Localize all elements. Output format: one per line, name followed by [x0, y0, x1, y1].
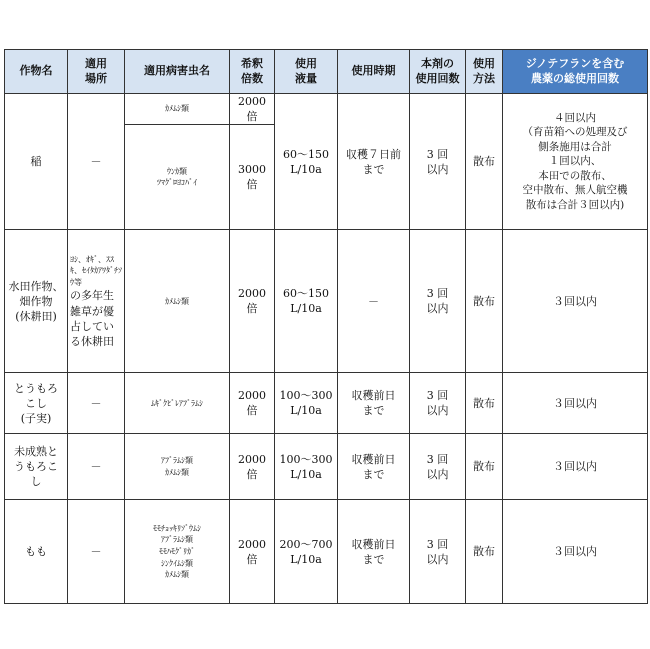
- crop-cell: 稲: [5, 94, 68, 230]
- dilution-cell: 2000 倍: [230, 500, 275, 604]
- total-cell: ３回以内: [503, 373, 648, 434]
- dilution-cell: 2000 倍: [230, 434, 275, 500]
- crop-cell: もも: [5, 500, 68, 604]
- dilution-cell: 3000 倍: [230, 125, 275, 230]
- site-cell: －: [68, 434, 125, 500]
- header-times: 本剤の 使用回数: [410, 50, 466, 94]
- method-cell: 散布: [466, 500, 503, 604]
- method-cell: 散布: [466, 434, 503, 500]
- timing-cell: 収穫７日前 まで: [338, 94, 410, 230]
- header-method: 使用 方法: [466, 50, 503, 94]
- pest-cell: ﾓﾓﾁｮｯｷﾘｿﾞｳﾑｼ ｱﾌﾞﾗﾑｼ類 ﾓﾓﾊﾓｸﾞﾘｶﾞ ｼﾝｸｲﾑｼ類 ｶﾒﾑｼ類: [125, 500, 230, 604]
- dilution-cell: 2000 倍: [230, 94, 275, 125]
- table-row: [5, 230, 648, 373]
- total-cell: ３回以内: [503, 500, 648, 604]
- times-cell: 3 回 以内: [410, 500, 466, 604]
- volume-cell: 100～300 L/10a: [275, 373, 338, 434]
- header-site: 適用 場所: [68, 50, 125, 94]
- site-cell: ﾖｼ、ｵｷﾞ、ｽｽｷ、ｾｲﾀｶｱﾜﾀﾞﾁｿｳ等 の多年生 雑草が優 占してい る休耕田: [68, 230, 125, 373]
- crop-cell: とうもろ こし (子実): [5, 373, 68, 434]
- header-row: [5, 50, 648, 94]
- volume-cell: 200～700 L/10a: [275, 500, 338, 604]
- crop-cell: 水田作物、 畑作物 (休耕田): [5, 230, 68, 373]
- header-pest: 適用病害虫名: [125, 50, 230, 94]
- dilution-cell: 2000 倍: [230, 230, 275, 373]
- header-dilution: 希釈 倍数: [230, 50, 275, 94]
- method-cell: 散布: [466, 94, 503, 230]
- timing-cell: －: [338, 230, 410, 373]
- total-cell: ４回以内 （育苗箱への処理及び 側条施用は合計 １回以内、 本田での散布、 空中散布、無人航空機 散布は合計３回以内): [503, 94, 648, 230]
- table-row: [5, 434, 648, 500]
- table-row: [5, 373, 648, 434]
- total-cell: ３回以内: [503, 230, 648, 373]
- site-cell: －: [68, 373, 125, 434]
- timing-cell: 収穫前日 まで: [338, 434, 410, 500]
- pest-cell: ｳﾝｶ類 ﾂﾏｸﾞﾛﾖｺﾊﾞｲ: [125, 125, 230, 230]
- times-cell: 3 回 以内: [410, 94, 466, 230]
- times-cell: 3 回 以内: [410, 434, 466, 500]
- times-cell: 3 回 以内: [410, 230, 466, 373]
- header-total: ジノテフランを含む 農薬の総使用回数: [503, 50, 648, 94]
- table-row: [5, 500, 648, 604]
- header-timing: 使用時期: [338, 50, 410, 94]
- times-cell: 3 回 以内: [410, 373, 466, 434]
- pest-cell: ﾑｷﾞｸﾋﾞﾚｱﾌﾞﾗﾑｼ: [125, 373, 230, 434]
- volume-cell: 100～300 L/10a: [275, 434, 338, 500]
- method-cell: 散布: [466, 230, 503, 373]
- total-cell: ３回以内: [503, 434, 648, 500]
- header-volume: 使用 液量: [275, 50, 338, 94]
- table-row: [5, 94, 648, 125]
- header-crop: 作物名: [5, 50, 68, 94]
- volume-cell: 60～150 L/10a: [275, 94, 338, 230]
- crop-cell: 未成熟と うもろこ し: [5, 434, 68, 500]
- dilution-cell: 2000 倍: [230, 373, 275, 434]
- volume-cell: 60～150 L/10a: [275, 230, 338, 373]
- pest-cell: ｶﾒﾑｼ類: [125, 94, 230, 125]
- timing-cell: 収穫前日 まで: [338, 373, 410, 434]
- pest-cell: ｶﾒﾑｼ類: [125, 230, 230, 373]
- method-cell: 散布: [466, 373, 503, 434]
- site-cell: －: [68, 500, 125, 604]
- site-cell: －: [68, 94, 125, 230]
- timing-cell: 収穫前日 まで: [338, 500, 410, 604]
- pesticide-usage-table: [4, 49, 648, 604]
- pest-cell: ｱﾌﾞﾗﾑｼ類 ｶﾒﾑｼ類: [125, 434, 230, 500]
